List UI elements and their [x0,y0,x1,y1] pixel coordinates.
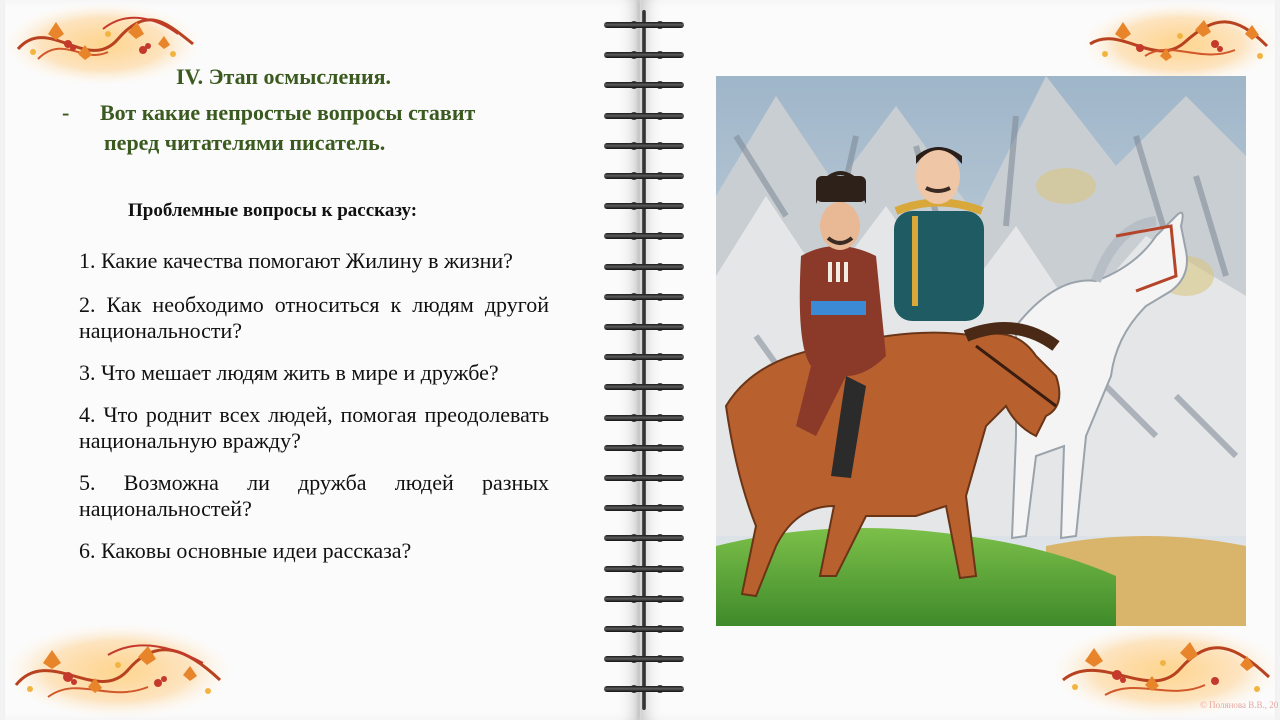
spiral-ring [602,564,686,574]
spiral-ring [602,50,686,60]
riders-painting-image [716,76,1246,626]
spiral-ring [602,231,686,241]
spiral-ring [602,473,686,483]
spiral-ring [602,141,686,151]
spiral-ring [602,201,686,211]
copyright-note: © Полянова В.В., 20 [1200,700,1279,710]
question-item: 1. Какие качества помогают Жилину в жизни? [79,248,513,273]
spiral-ring [602,80,686,90]
spiral-ring [602,654,686,664]
slide-subheading [62,98,572,158]
spiral-ring [602,262,686,272]
question-item: 5. Возможна ли дружба людей разных национальностей? [79,470,549,521]
spiral-binding-icon [600,10,690,710]
subheading-line-2: перед читателями писатель. [104,130,386,155]
spiral-ring [602,443,686,453]
spiral-ring [602,413,686,423]
spiral-ring [602,20,686,30]
spiral-ring [602,624,686,634]
question-item: 6. Каковы основные идеи рассказа? [79,538,412,563]
subheading-dash: - [62,100,70,125]
question-item: 2. Как необходимо относиться к людям другой национальности? [79,292,549,343]
autumn-leaves-ornament-icon [8,625,228,717]
spiral-ring [602,352,686,362]
question-item: 3. Что мешает людям жить в мире и дружбе? [79,360,499,385]
questions-list [79,240,549,580]
spiral-ring [602,594,686,604]
autumn-leaves-ornament-icon [8,4,198,84]
spiral-ring [602,382,686,392]
spiral-ring [602,292,686,302]
spiral-ring [602,503,686,513]
spiral-ring [602,684,686,694]
slide-heading: IV. Этап осмысления. [176,64,392,89]
spiral-ring [602,322,686,332]
spiral-ring [602,533,686,543]
question-item: 4. Что роднит всех людей, помогая преодолевать национальную вражду? [79,402,549,453]
autumn-leaves-ornament-icon [1085,4,1275,84]
questions-title: Проблемные вопросы к рассказу: [128,200,418,221]
spiral-ring [602,171,686,181]
spiral-ring [602,111,686,121]
subheading-line-1: Вот какие непростые вопросы ставит [100,100,476,125]
